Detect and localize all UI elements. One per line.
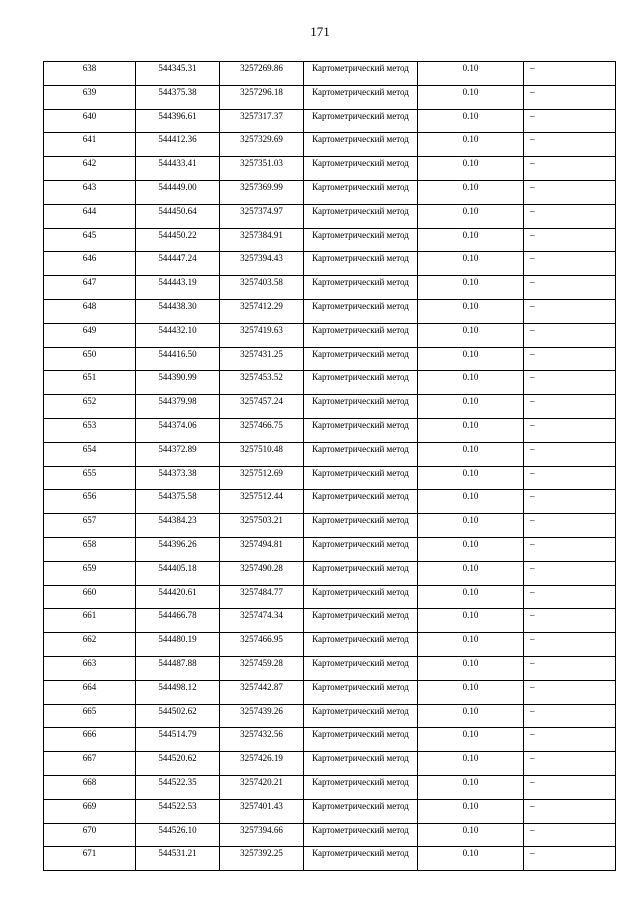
method-cell: Картометрический метод — [304, 799, 418, 823]
method-cell: Картометрический метод — [304, 847, 418, 871]
x-coordinate-cell: 544433.41 — [136, 157, 220, 181]
y-coordinate-cell: 3257457.24 — [220, 395, 304, 419]
point-number-cell: 671 — [44, 847, 136, 871]
method-cell: Картометрический метод — [304, 180, 418, 204]
point-number-cell: 650 — [44, 347, 136, 371]
accuracy-cell: 0.10 — [418, 85, 524, 109]
note-cell: – — [524, 466, 616, 490]
y-coordinate-cell: 3257459.28 — [220, 656, 304, 680]
accuracy-cell: 0.10 — [418, 633, 524, 657]
point-number-cell: 644 — [44, 204, 136, 228]
point-number-cell: 668 — [44, 775, 136, 799]
table-row — [44, 62, 616, 86]
x-coordinate-cell: 544345.31 — [136, 62, 220, 86]
accuracy-cell: 0.10 — [418, 62, 524, 86]
note-cell: – — [524, 633, 616, 657]
x-coordinate-cell: 544390.99 — [136, 371, 220, 395]
method-cell: Картометрический метод — [304, 109, 418, 133]
x-coordinate-cell: 544412.36 — [136, 133, 220, 157]
note-cell: – — [524, 85, 616, 109]
y-coordinate-cell: 3257384.91 — [220, 228, 304, 252]
table-row — [44, 418, 616, 442]
y-coordinate-cell: 3257412.29 — [220, 299, 304, 323]
y-coordinate-cell: 3257453.52 — [220, 371, 304, 395]
note-cell: – — [524, 371, 616, 395]
point-number-cell: 660 — [44, 585, 136, 609]
x-coordinate-cell: 544396.26 — [136, 537, 220, 561]
note-cell: – — [524, 775, 616, 799]
table-row — [44, 799, 616, 823]
accuracy-cell: 0.10 — [418, 775, 524, 799]
note-cell: – — [524, 847, 616, 871]
point-number-cell: 654 — [44, 442, 136, 466]
x-coordinate-cell: 544405.18 — [136, 561, 220, 585]
y-coordinate-cell: 3257419.63 — [220, 323, 304, 347]
note-cell: – — [524, 157, 616, 181]
y-coordinate-cell: 3257401.43 — [220, 799, 304, 823]
method-cell: Картометрический метод — [304, 418, 418, 442]
y-coordinate-cell: 3257510.48 — [220, 442, 304, 466]
point-number-cell: 670 — [44, 823, 136, 847]
method-cell: Картометрический метод — [304, 347, 418, 371]
method-cell: Картометрический метод — [304, 728, 418, 752]
accuracy-cell: 0.10 — [418, 728, 524, 752]
table-row — [44, 609, 616, 633]
table-row — [44, 561, 616, 585]
accuracy-cell: 0.10 — [418, 252, 524, 276]
point-number-cell: 638 — [44, 62, 136, 86]
accuracy-cell: 0.10 — [418, 656, 524, 680]
accuracy-cell: 0.10 — [418, 466, 524, 490]
point-number-cell: 647 — [44, 276, 136, 300]
note-cell: – — [524, 228, 616, 252]
method-cell: Картометрический метод — [304, 299, 418, 323]
note-cell: – — [524, 276, 616, 300]
point-number-cell: 662 — [44, 633, 136, 657]
point-number-cell: 653 — [44, 418, 136, 442]
y-coordinate-cell: 3257466.75 — [220, 418, 304, 442]
y-coordinate-cell: 3257374.97 — [220, 204, 304, 228]
method-cell: Картометрический метод — [304, 585, 418, 609]
note-cell: – — [524, 585, 616, 609]
x-coordinate-cell: 544480.19 — [136, 633, 220, 657]
x-coordinate-cell: 544374.06 — [136, 418, 220, 442]
x-coordinate-cell: 544438.30 — [136, 299, 220, 323]
note-cell: – — [524, 490, 616, 514]
x-coordinate-cell: 544447.24 — [136, 252, 220, 276]
point-number-cell: 669 — [44, 799, 136, 823]
note-cell: – — [524, 395, 616, 419]
y-coordinate-cell: 3257394.66 — [220, 823, 304, 847]
accuracy-cell: 0.10 — [418, 704, 524, 728]
accuracy-cell: 0.10 — [418, 109, 524, 133]
table-row — [44, 252, 616, 276]
x-coordinate-cell: 544373.38 — [136, 466, 220, 490]
accuracy-cell: 0.10 — [418, 823, 524, 847]
accuracy-cell: 0.10 — [418, 228, 524, 252]
y-coordinate-cell: 3257403.58 — [220, 276, 304, 300]
method-cell: Картометрический метод — [304, 228, 418, 252]
table-row — [44, 585, 616, 609]
accuracy-cell: 0.10 — [418, 157, 524, 181]
accuracy-cell: 0.10 — [418, 276, 524, 300]
table-row — [44, 180, 616, 204]
y-coordinate-cell: 3257420.21 — [220, 775, 304, 799]
point-number-cell: 666 — [44, 728, 136, 752]
accuracy-cell: 0.10 — [418, 537, 524, 561]
method-cell: Картометрический метод — [304, 633, 418, 657]
accuracy-cell: 0.10 — [418, 299, 524, 323]
table-row — [44, 85, 616, 109]
accuracy-cell: 0.10 — [418, 680, 524, 704]
table-row — [44, 775, 616, 799]
y-coordinate-cell: 3257490.28 — [220, 561, 304, 585]
table-row — [44, 204, 616, 228]
method-cell: Картометрический метод — [304, 252, 418, 276]
method-cell: Картометрический метод — [304, 395, 418, 419]
point-number-cell: 664 — [44, 680, 136, 704]
method-cell: Картометрический метод — [304, 157, 418, 181]
method-cell: Картометрический метод — [304, 62, 418, 86]
point-number-cell: 646 — [44, 252, 136, 276]
x-coordinate-cell: 544384.23 — [136, 514, 220, 538]
note-cell: – — [524, 514, 616, 538]
y-coordinate-cell: 3257474.34 — [220, 609, 304, 633]
accuracy-cell: 0.10 — [418, 609, 524, 633]
table-row — [44, 537, 616, 561]
table-row — [44, 323, 616, 347]
table-row — [44, 728, 616, 752]
method-cell: Картометрический метод — [304, 609, 418, 633]
coordinates-table — [43, 61, 616, 871]
table-row — [44, 347, 616, 371]
y-coordinate-cell: 3257512.69 — [220, 466, 304, 490]
table-row — [44, 299, 616, 323]
note-cell: – — [524, 204, 616, 228]
x-coordinate-cell: 544498.12 — [136, 680, 220, 704]
point-number-cell: 643 — [44, 180, 136, 204]
point-number-cell: 655 — [44, 466, 136, 490]
method-cell: Картометрический метод — [304, 466, 418, 490]
table-row — [44, 656, 616, 680]
x-coordinate-cell: 544514.79 — [136, 728, 220, 752]
x-coordinate-cell: 544372.89 — [136, 442, 220, 466]
x-coordinate-cell: 544443.19 — [136, 276, 220, 300]
note-cell: – — [524, 347, 616, 371]
x-coordinate-cell: 544522.53 — [136, 799, 220, 823]
x-coordinate-cell: 544432.10 — [136, 323, 220, 347]
note-cell: – — [524, 62, 616, 86]
x-coordinate-cell: 544487.88 — [136, 656, 220, 680]
accuracy-cell: 0.10 — [418, 752, 524, 776]
point-number-cell: 658 — [44, 537, 136, 561]
method-cell: Картометрический метод — [304, 514, 418, 538]
table-row — [44, 395, 616, 419]
y-coordinate-cell: 3257439.26 — [220, 704, 304, 728]
y-coordinate-cell: 3257494.81 — [220, 537, 304, 561]
table-body — [44, 62, 616, 871]
y-coordinate-cell: 3257512.44 — [220, 490, 304, 514]
note-cell: – — [524, 323, 616, 347]
y-coordinate-cell: 3257392.25 — [220, 847, 304, 871]
x-coordinate-cell: 544450.64 — [136, 204, 220, 228]
x-coordinate-cell: 544449.00 — [136, 180, 220, 204]
note-cell: – — [524, 752, 616, 776]
accuracy-cell: 0.10 — [418, 418, 524, 442]
accuracy-cell: 0.10 — [418, 395, 524, 419]
x-coordinate-cell: 544531.21 — [136, 847, 220, 871]
y-coordinate-cell: 3257503.21 — [220, 514, 304, 538]
table-row — [44, 847, 616, 871]
point-number-cell: 651 — [44, 371, 136, 395]
method-cell: Картометрический метод — [304, 752, 418, 776]
accuracy-cell: 0.10 — [418, 204, 524, 228]
table-row — [44, 704, 616, 728]
table-row — [44, 514, 616, 538]
table-row — [44, 633, 616, 657]
point-number-cell: 645 — [44, 228, 136, 252]
note-cell: – — [524, 561, 616, 585]
table-row — [44, 157, 616, 181]
method-cell: Картометрический метод — [304, 490, 418, 514]
method-cell: Картометрический метод — [304, 204, 418, 228]
accuracy-cell: 0.10 — [418, 442, 524, 466]
method-cell: Картометрический метод — [304, 561, 418, 585]
y-coordinate-cell: 3257466.95 — [220, 633, 304, 657]
method-cell: Картометрический метод — [304, 656, 418, 680]
method-cell: Картометрический метод — [304, 823, 418, 847]
point-number-cell: 640 — [44, 109, 136, 133]
y-coordinate-cell: 3257484.77 — [220, 585, 304, 609]
accuracy-cell: 0.10 — [418, 847, 524, 871]
table-row — [44, 490, 616, 514]
accuracy-cell: 0.10 — [418, 180, 524, 204]
note-cell: – — [524, 133, 616, 157]
x-coordinate-cell: 544522.35 — [136, 775, 220, 799]
x-coordinate-cell: 544396.61 — [136, 109, 220, 133]
note-cell: – — [524, 418, 616, 442]
y-coordinate-cell: 3257431.25 — [220, 347, 304, 371]
note-cell: – — [524, 656, 616, 680]
note-cell: – — [524, 180, 616, 204]
point-number-cell: 663 — [44, 656, 136, 680]
table-row — [44, 109, 616, 133]
point-number-cell: 648 — [44, 299, 136, 323]
table-row — [44, 371, 616, 395]
method-cell: Картометрический метод — [304, 775, 418, 799]
y-coordinate-cell: 3257317.37 — [220, 109, 304, 133]
x-coordinate-cell: 544375.38 — [136, 85, 220, 109]
note-cell: – — [524, 299, 616, 323]
accuracy-cell: 0.10 — [418, 799, 524, 823]
note-cell: – — [524, 704, 616, 728]
x-coordinate-cell: 544450.22 — [136, 228, 220, 252]
accuracy-cell: 0.10 — [418, 133, 524, 157]
point-number-cell: 639 — [44, 85, 136, 109]
note-cell: – — [524, 728, 616, 752]
y-coordinate-cell: 3257442.87 — [220, 680, 304, 704]
point-number-cell: 649 — [44, 323, 136, 347]
accuracy-cell: 0.10 — [418, 323, 524, 347]
table-row — [44, 823, 616, 847]
x-coordinate-cell: 544520.62 — [136, 752, 220, 776]
point-number-cell: 641 — [44, 133, 136, 157]
note-cell: – — [524, 252, 616, 276]
point-number-cell: 652 — [44, 395, 136, 419]
note-cell: – — [524, 680, 616, 704]
y-coordinate-cell: 3257394.43 — [220, 252, 304, 276]
point-number-cell: 642 — [44, 157, 136, 181]
accuracy-cell: 0.10 — [418, 347, 524, 371]
method-cell: Картометрический метод — [304, 323, 418, 347]
note-cell: – — [524, 442, 616, 466]
table-row — [44, 228, 616, 252]
method-cell: Картометрический метод — [304, 133, 418, 157]
point-number-cell: 659 — [44, 561, 136, 585]
note-cell: – — [524, 823, 616, 847]
accuracy-cell: 0.10 — [418, 585, 524, 609]
method-cell: Картометрический метод — [304, 680, 418, 704]
x-coordinate-cell: 544379.98 — [136, 395, 220, 419]
accuracy-cell: 0.10 — [418, 371, 524, 395]
x-coordinate-cell: 544526.10 — [136, 823, 220, 847]
accuracy-cell: 0.10 — [418, 514, 524, 538]
method-cell: Картометрический метод — [304, 442, 418, 466]
x-coordinate-cell: 544466.78 — [136, 609, 220, 633]
point-number-cell: 661 — [44, 609, 136, 633]
method-cell: Картометрический метод — [304, 85, 418, 109]
note-cell: – — [524, 609, 616, 633]
y-coordinate-cell: 3257432.56 — [220, 728, 304, 752]
table-row — [44, 133, 616, 157]
note-cell: – — [524, 109, 616, 133]
y-coordinate-cell: 3257269.86 — [220, 62, 304, 86]
x-coordinate-cell: 544416.50 — [136, 347, 220, 371]
method-cell: Картометрический метод — [304, 276, 418, 300]
method-cell: Картометрический метод — [304, 371, 418, 395]
page-number: 171 — [310, 24, 330, 39]
table-row — [44, 276, 616, 300]
y-coordinate-cell: 3257329.69 — [220, 133, 304, 157]
x-coordinate-cell: 544502.62 — [136, 704, 220, 728]
table-row — [44, 466, 616, 490]
method-cell: Картометрический метод — [304, 537, 418, 561]
table-row — [44, 752, 616, 776]
y-coordinate-cell: 3257296.18 — [220, 85, 304, 109]
table-row — [44, 680, 616, 704]
x-coordinate-cell: 544420.61 — [136, 585, 220, 609]
point-number-cell: 656 — [44, 490, 136, 514]
y-coordinate-cell: 3257426.19 — [220, 752, 304, 776]
method-cell: Картометрический метод — [304, 704, 418, 728]
y-coordinate-cell: 3257369.99 — [220, 180, 304, 204]
y-coordinate-cell: 3257351.03 — [220, 157, 304, 181]
table-row — [44, 442, 616, 466]
note-cell: – — [524, 537, 616, 561]
point-number-cell: 667 — [44, 752, 136, 776]
accuracy-cell: 0.10 — [418, 490, 524, 514]
x-coordinate-cell: 544375.58 — [136, 490, 220, 514]
point-number-cell: 665 — [44, 704, 136, 728]
accuracy-cell: 0.10 — [418, 561, 524, 585]
point-number-cell: 657 — [44, 514, 136, 538]
note-cell: – — [524, 799, 616, 823]
